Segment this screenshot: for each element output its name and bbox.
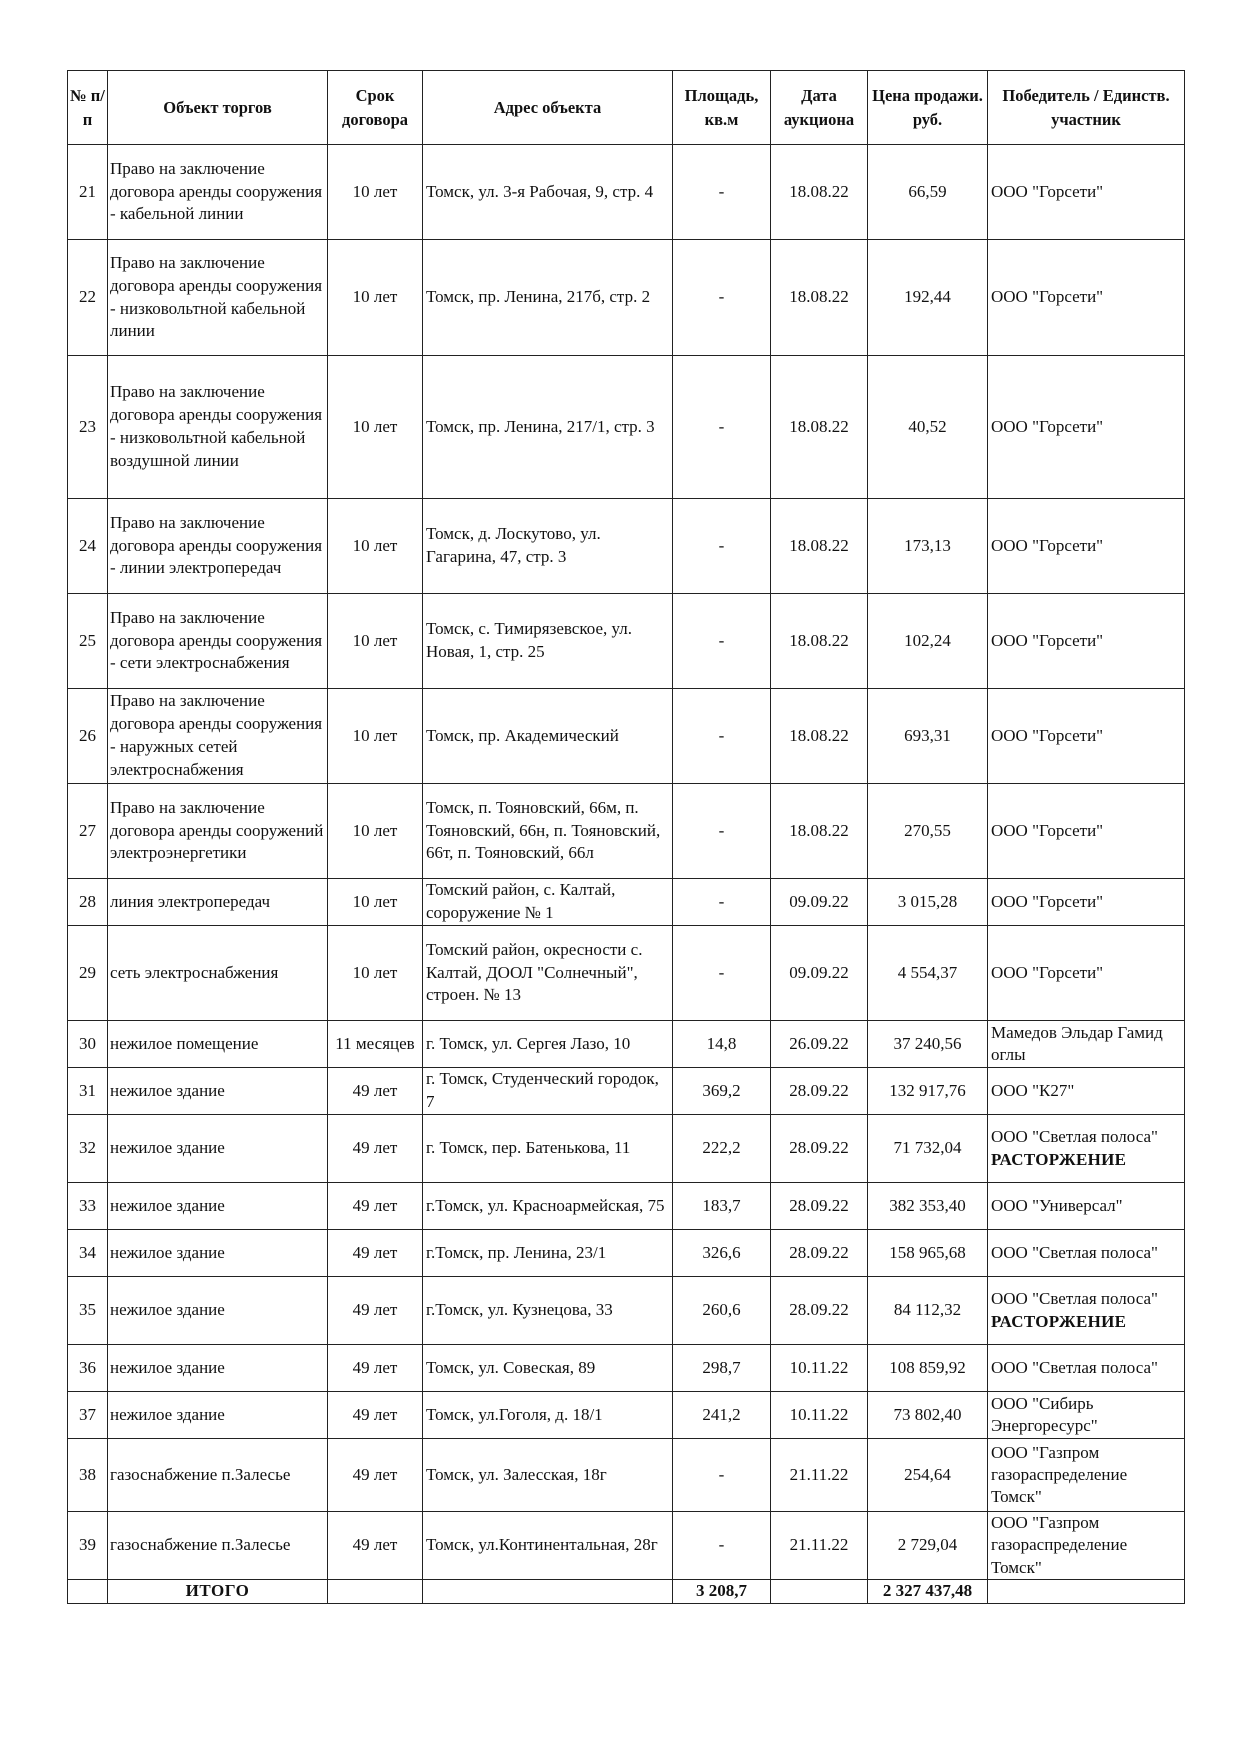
cell-winner [988, 356, 1185, 499]
cell-object: нежилое здание [108, 1230, 328, 1277]
cell-address: г.Томск, ул. Кузнецова, 33 [423, 1277, 673, 1345]
cell-address: Томск, с. Тимирязевское, ул. Новая, 1, стр. 25 [423, 594, 673, 689]
cell-object: Право на заключение договора аренды сооружения - сети электроснабжения [108, 594, 328, 689]
cell-term: 10 лет [328, 499, 423, 594]
cell-area: - [673, 1439, 771, 1512]
winner-name: ООО "Газпром газораспределение Томск" [991, 1513, 1128, 1577]
cell-winner [988, 1512, 1185, 1580]
cell-area: - [673, 689, 771, 784]
header-address: Адрес объекта [423, 71, 673, 145]
cell-term: 10 лет [328, 689, 423, 784]
cell-date: 18.08.22 [771, 784, 868, 879]
cell-date: 26.09.22 [771, 1021, 868, 1068]
cell-price: 254,64 [868, 1439, 988, 1512]
cell-term: 49 лет [328, 1345, 423, 1392]
cell-winner [988, 689, 1185, 784]
cell-num: 33 [68, 1183, 108, 1230]
winner-name: ООО "Горсети" [991, 416, 1104, 436]
cell-object: Право на заключение договора аренды сооружения - низковольтной кабельной воздушной линии [108, 356, 328, 499]
table-row [68, 240, 1185, 356]
winner-name: ООО "Светлая полоса" [991, 1289, 1158, 1309]
cell-term: 49 лет [328, 1068, 423, 1115]
cell-address: Томск, д. Лоскутово, ул. Гагарина, 47, стр. 3 [423, 499, 673, 594]
winner-name: Мамедов Эльдар Гамид оглы [991, 1022, 1163, 1064]
cell-area: - [673, 240, 771, 356]
cell-area: 369,2 [673, 1068, 771, 1115]
table-row [68, 356, 1185, 499]
cell-num: 38 [68, 1439, 108, 1512]
cell-term: 49 лет [328, 1439, 423, 1512]
cell-object: нежилое здание [108, 1392, 328, 1439]
winner-name: ООО "Горсети" [991, 891, 1104, 911]
cell-price: 270,55 [868, 784, 988, 879]
cell-area: - [673, 594, 771, 689]
winner-name: ООО "Универсал" [991, 1195, 1123, 1215]
cell-area: - [673, 145, 771, 240]
winner-name: ООО "Светлая полоса" [991, 1127, 1158, 1147]
cell-date: 09.09.22 [771, 926, 868, 1021]
cell-winner [988, 240, 1185, 356]
cell-address: г.Томск, ул. Красноармейская, 75 [423, 1183, 673, 1230]
cell-object: линия электропередач [108, 879, 328, 926]
cell-price: 3 015,28 [868, 879, 988, 926]
cell-area: 298,7 [673, 1345, 771, 1392]
cell-address: Томск, ул.Континентальная, 28г [423, 1512, 673, 1580]
total-winner-cell [988, 1580, 1185, 1604]
cell-term: 49 лет [328, 1392, 423, 1439]
total-term-cell [328, 1580, 423, 1604]
cell-winner [988, 1277, 1185, 1345]
cell-term: 10 лет [328, 926, 423, 1021]
header-term: Срок договора [328, 71, 423, 145]
cell-winner [988, 1115, 1185, 1183]
table-row [68, 1345, 1185, 1392]
cell-object: нежилое здание [108, 1115, 328, 1183]
cell-area: - [673, 784, 771, 879]
cell-object: Право на заключение договора аренды сооружения - кабельной линии [108, 145, 328, 240]
cell-term: 10 лет [328, 240, 423, 356]
cell-price: 382 353,40 [868, 1183, 988, 1230]
cell-term: 49 лет [328, 1230, 423, 1277]
cell-winner [988, 926, 1185, 1021]
winner-name: ООО "Горсети" [991, 181, 1104, 201]
total-num-cell [68, 1580, 108, 1604]
cell-num: 29 [68, 926, 108, 1021]
cell-winner [988, 1021, 1185, 1068]
cell-price: 173,13 [868, 499, 988, 594]
cell-winner [988, 879, 1185, 926]
cell-term: 10 лет [328, 356, 423, 499]
winner-name: ООО "К27" [991, 1080, 1075, 1100]
cell-price: 40,52 [868, 356, 988, 499]
header-object: Объект торгов [108, 71, 328, 145]
cell-area: - [673, 926, 771, 1021]
total-date-cell [771, 1580, 868, 1604]
cell-date: 21.11.22 [771, 1439, 868, 1512]
cell-address: Томск, пр. Академический [423, 689, 673, 784]
cell-price: 37 240,56 [868, 1021, 988, 1068]
cell-date: 18.08.22 [771, 145, 868, 240]
cell-term: 10 лет [328, 594, 423, 689]
cell-num: 27 [68, 784, 108, 879]
winner-name: ООО "Сибирь Энергоресурс" [991, 1393, 1098, 1435]
cell-winner [988, 1345, 1185, 1392]
cell-date: 09.09.22 [771, 879, 868, 926]
winner-name: ООО "Горсети" [991, 535, 1104, 555]
table-row [68, 926, 1185, 1021]
auction-results-table [67, 70, 1185, 1604]
cell-num: 26 [68, 689, 108, 784]
cell-date: 21.11.22 [771, 1512, 868, 1580]
winner-name: ООО "Светлая полоса" [991, 1357, 1158, 1377]
cell-area: 260,6 [673, 1277, 771, 1345]
cell-price: 66,59 [868, 145, 988, 240]
cell-winner [988, 594, 1185, 689]
winner-name: ООО "Горсети" [991, 725, 1104, 745]
cell-winner [988, 1230, 1185, 1277]
cell-price: 102,24 [868, 594, 988, 689]
cell-date: 28.09.22 [771, 1068, 868, 1115]
cell-term: 49 лет [328, 1183, 423, 1230]
cell-date: 18.08.22 [771, 689, 868, 784]
table-row [68, 1115, 1185, 1183]
cell-object: Право на заключение договора аренды сооружения - линии электропередач [108, 499, 328, 594]
cell-winner [988, 784, 1185, 879]
cell-date: 10.11.22 [771, 1345, 868, 1392]
cell-address: г. Томск, Студенческий городок, 7 [423, 1068, 673, 1115]
cell-num: 31 [68, 1068, 108, 1115]
cell-date: 28.09.22 [771, 1115, 868, 1183]
termination-note: РАСТОРЖЕНИЕ [991, 1149, 1127, 1169]
cell-num: 25 [68, 594, 108, 689]
total-label: ИТОГО [108, 1580, 328, 1604]
header-row [68, 71, 1185, 145]
cell-area: 326,6 [673, 1230, 771, 1277]
cell-object: нежилое здание [108, 1277, 328, 1345]
cell-area: - [673, 879, 771, 926]
cell-address: Томск, пр. Ленина, 217/1, стр. 3 [423, 356, 673, 499]
total-row [68, 1580, 1185, 1604]
table-row [68, 784, 1185, 879]
cell-address: Томск, ул. Залесская, 18г [423, 1439, 673, 1512]
table-row [68, 1183, 1185, 1230]
cell-price: 71 732,04 [868, 1115, 988, 1183]
cell-term: 49 лет [328, 1277, 423, 1345]
cell-term: 10 лет [328, 879, 423, 926]
total-price: 2 327 437,48 [868, 1580, 988, 1604]
header-num: № п/п [68, 71, 108, 145]
cell-date: 10.11.22 [771, 1392, 868, 1439]
table-row [68, 1230, 1185, 1277]
document-page [67, 70, 1185, 1604]
cell-winner [988, 1392, 1185, 1439]
cell-num: 21 [68, 145, 108, 240]
cell-address: г. Томск, ул. Сергея Лазо, 10 [423, 1021, 673, 1068]
cell-term: 10 лет [328, 145, 423, 240]
cell-object: газоснабжение п.Залесье [108, 1439, 328, 1512]
header-date: Дата аукциона [771, 71, 868, 145]
cell-price: 693,31 [868, 689, 988, 784]
table-row [68, 499, 1185, 594]
cell-address: Томский район, окресности с. Калтай, ДООЛ "Солнечный", строен. № 13 [423, 926, 673, 1021]
table-row [68, 145, 1185, 240]
cell-address: Томск, ул. 3-я Рабочая, 9, стр. 4 [423, 145, 673, 240]
cell-num: 37 [68, 1392, 108, 1439]
cell-winner [988, 1439, 1185, 1512]
table-row [68, 1512, 1185, 1580]
cell-price: 73 802,40 [868, 1392, 988, 1439]
cell-price: 192,44 [868, 240, 988, 356]
cell-area: - [673, 1512, 771, 1580]
table-row [68, 879, 1185, 926]
cell-price: 4 554,37 [868, 926, 988, 1021]
winner-name: ООО "Горсети" [991, 962, 1104, 982]
cell-date: 18.08.22 [771, 356, 868, 499]
cell-address: Томск, п. Тояновский, 66м, п. Тояновский, 66н, п. Тояновский, 66т, п. Тояновский, 66л [423, 784, 673, 879]
cell-num: 36 [68, 1345, 108, 1392]
cell-date: 28.09.22 [771, 1277, 868, 1345]
table-row [68, 1392, 1185, 1439]
cell-object: нежилое помещение [108, 1021, 328, 1068]
cell-winner [988, 145, 1185, 240]
cell-address: г. Томск, пер. Батенькова, 11 [423, 1115, 673, 1183]
table-row [68, 1277, 1185, 1345]
cell-object: нежилое здание [108, 1345, 328, 1392]
cell-winner [988, 1068, 1185, 1115]
cell-price: 108 859,92 [868, 1345, 988, 1392]
cell-num: 32 [68, 1115, 108, 1183]
table-row [68, 1068, 1185, 1115]
winner-name: ООО "Газпром газораспределение Томск" [991, 1442, 1128, 1507]
cell-date: 18.08.22 [771, 594, 868, 689]
total-address-cell [423, 1580, 673, 1604]
cell-address: Томск, ул.Гоголя, д. 18/1 [423, 1392, 673, 1439]
cell-term: 11 месяцев [328, 1021, 423, 1068]
header-area: Площадь, кв.м [673, 71, 771, 145]
cell-num: 35 [68, 1277, 108, 1345]
cell-object: газоснабжение п.Залесье [108, 1512, 328, 1580]
winner-name: ООО "Горсети" [991, 630, 1104, 650]
cell-area: - [673, 356, 771, 499]
cell-date: 28.09.22 [771, 1230, 868, 1277]
cell-area: 241,2 [673, 1392, 771, 1439]
cell-price: 132 917,76 [868, 1068, 988, 1115]
cell-num: 22 [68, 240, 108, 356]
cell-date: 18.08.22 [771, 240, 868, 356]
termination-note: РАСТОРЖЕНИЕ [991, 1311, 1127, 1331]
cell-object: Право на заключение договора аренды сооружения - низковольтной кабельной линии [108, 240, 328, 356]
cell-address: г.Томск, пр. Ленина, 23/1 [423, 1230, 673, 1277]
total-area: 3 208,7 [673, 1580, 771, 1604]
winner-name: ООО "Горсети" [991, 820, 1104, 840]
cell-date: 28.09.22 [771, 1183, 868, 1230]
cell-price: 158 965,68 [868, 1230, 988, 1277]
cell-term: 10 лет [328, 784, 423, 879]
table-row [68, 689, 1185, 784]
cell-num: 28 [68, 879, 108, 926]
cell-date: 18.08.22 [771, 499, 868, 594]
cell-area: 222,2 [673, 1115, 771, 1183]
cell-area: 14,8 [673, 1021, 771, 1068]
cell-object: Право на заключение договора аренды сооружений электроэнергетики [108, 784, 328, 879]
cell-address: Томский район, с. Калтай, сороружение № 1 [423, 879, 673, 926]
table-row [68, 1021, 1185, 1068]
cell-object: Право на заключение договора аренды сооружения - наружных сетей электроснабжения [108, 689, 328, 784]
cell-address: Томск, ул. Совеская, 89 [423, 1345, 673, 1392]
cell-object: сеть электроснабжения [108, 926, 328, 1021]
cell-object: нежилое здание [108, 1183, 328, 1230]
cell-num: 39 [68, 1512, 108, 1580]
cell-num: 30 [68, 1021, 108, 1068]
cell-term: 49 лет [328, 1115, 423, 1183]
cell-address: Томск, пр. Ленина, 217б, стр. 2 [423, 240, 673, 356]
cell-winner [988, 499, 1185, 594]
header-winner: Победитель / Единств. участник [988, 71, 1185, 145]
cell-price: 84 112,32 [868, 1277, 988, 1345]
cell-price: 2 729,04 [868, 1512, 988, 1580]
cell-area: - [673, 499, 771, 594]
cell-object: нежилое здание [108, 1068, 328, 1115]
cell-term: 49 лет [328, 1512, 423, 1580]
table-row [68, 594, 1185, 689]
cell-num: 23 [68, 356, 108, 499]
winner-name: ООО "Светлая полоса" [991, 1242, 1158, 1262]
cell-num: 24 [68, 499, 108, 594]
winner-name: ООО "Горсети" [991, 287, 1104, 307]
header-price: Цена продажи. руб. [868, 71, 988, 145]
cell-winner [988, 1183, 1185, 1230]
cell-num: 34 [68, 1230, 108, 1277]
cell-area: 183,7 [673, 1183, 771, 1230]
table-row [68, 1439, 1185, 1512]
